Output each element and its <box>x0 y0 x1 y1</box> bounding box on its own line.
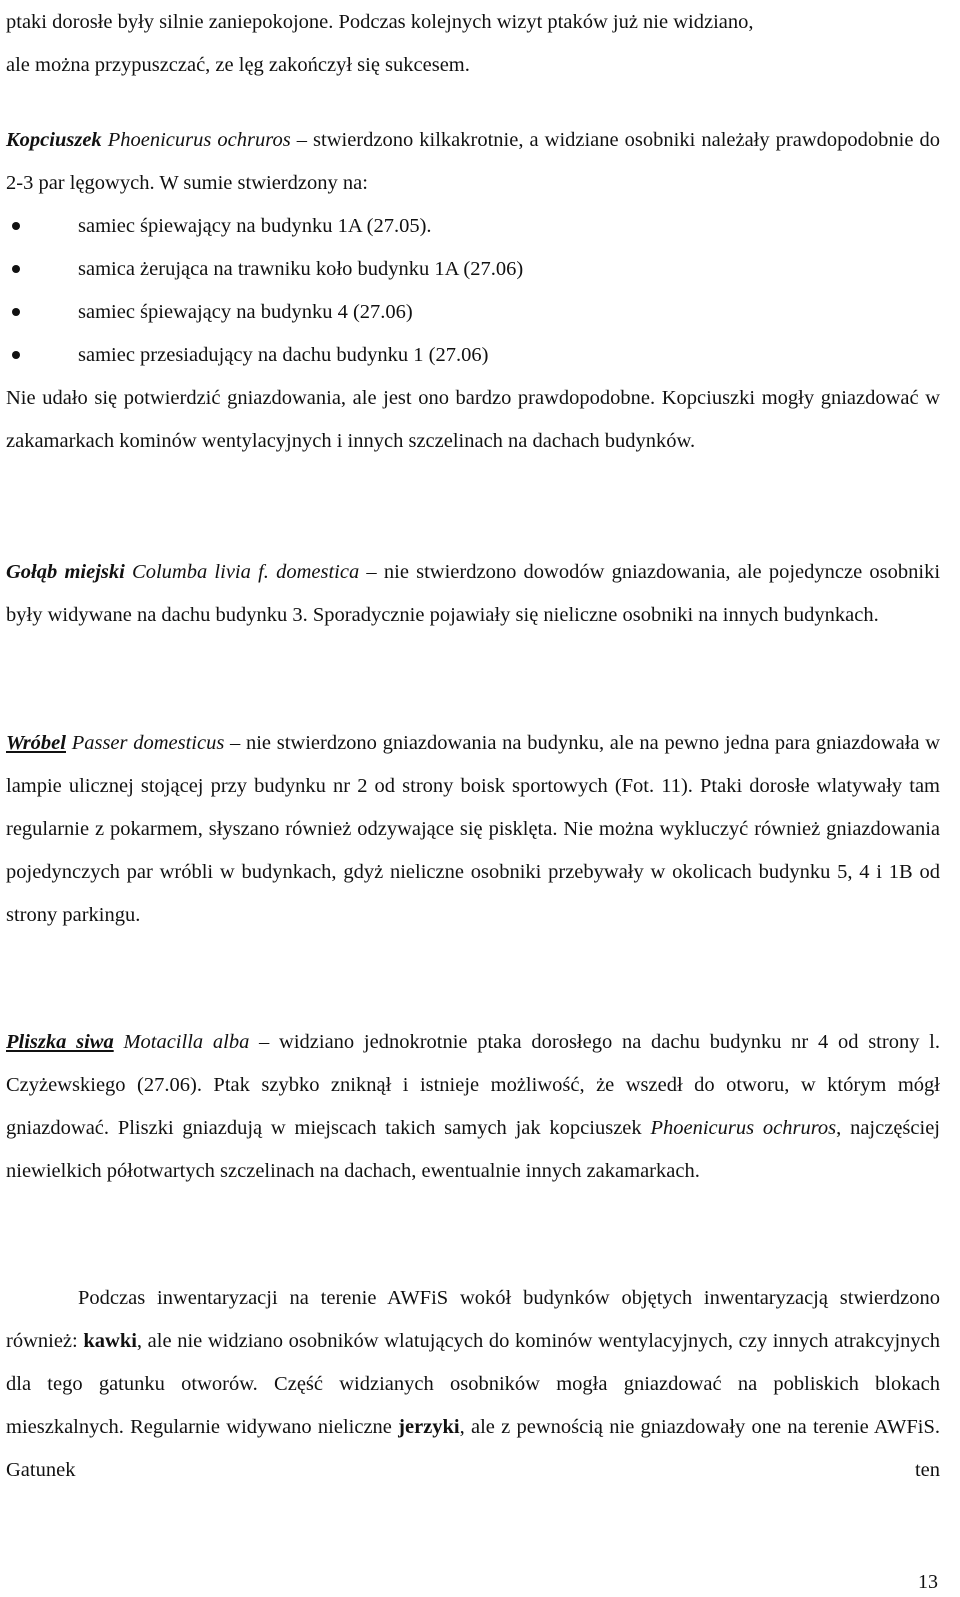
kopciuszek-paragraph <box>6 119 940 205</box>
species-latin-kopciuszek-ref: Phoenicurus ochruros <box>650 1117 837 1139</box>
bullet-icon <box>12 351 20 359</box>
species-latin-golab: Columba livia f. domestica <box>132 561 360 583</box>
bullet-icon <box>12 308 20 316</box>
species-latin-wrobel: Passer domesticus <box>71 732 225 754</box>
wrobel-paragraph <box>6 722 940 937</box>
kopciuszek-section <box>6 119 940 463</box>
final-text-1: Podczas inwentaryzacji na terenie AWFiS wokół budynków objętych inwentaryzacją stwierdzono również: <box>6 1287 940 1352</box>
species-name-kawki: kawki <box>83 1330 137 1352</box>
species-latin-kopciuszek: Phoenicurus ochruros <box>107 129 291 151</box>
species-name-pliszka: Pliszka siwa <box>6 1031 114 1053</box>
final-paragraph <box>6 1277 940 1492</box>
intro-paragraph <box>6 1 940 87</box>
list-item: samiec śpiewający na budynku 1A (27.05). <box>6 205 940 248</box>
kopciuszek-observation-list <box>6 205 940 377</box>
final-text-2: , ale nie widziano osobników wlatujących do kominów wentylacyjnych, czy innych atrakcyjnych dla tego gatunku otworów. Część widzianych osobników mogła gniazdować na pobliskich blokach mieszkalnych. Regularnie widywano nieliczne <box>6 1330 940 1438</box>
kopciuszek-text: – stwierdzono kilkakrotnie, a widziane osobniki należały prawdopodobnie do 2-3 par lęgowych. W sumie stwierdzony na: <box>6 129 940 194</box>
golab-paragraph <box>6 551 940 637</box>
bullet-icon <box>12 265 20 273</box>
species-name-golab: Gołąb miejski <box>6 561 125 583</box>
intro-line-1: ptaki dorosłe były silnie zaniepokojone. Podczas kolejnych wizyt ptaków już nie widziano, <box>6 11 754 33</box>
intro-line-2: ale można przypuszczać, ze lęg zakończył się sukcesem. <box>6 54 470 76</box>
species-latin-pliszka: Motacilla alba <box>123 1031 250 1053</box>
bullet-icon <box>12 222 20 230</box>
kopciuszek-conclusion: Nie udało się potwierdzić gniazdowania, ale jest ono bardzo prawdopodobne. Kopciuszki mogły gniazdować w zakamarkach kominów wentylacyjnych i innych szczelinach na dachach budynków. <box>6 387 940 452</box>
species-name-kopciuszek: Kopciuszek <box>6 129 102 151</box>
species-name-jerzyki: jerzyki <box>398 1416 460 1438</box>
pliszka-text-1: – widziano jednokrotnie ptaka dorosłego na dachu budynku nr 4 od strony l. Czyżewskiego (27.06). Ptak szybko zniknął i istnieje możliwość, że wszedł do otworu, w którym mógł gniazdować. Pliszki gniazdują w miejscach takich samych jak kopciuszek <box>6 1031 941 1139</box>
list-item: samiec przesiadujący na dachu budynku 1 (27.06) <box>6 334 940 377</box>
pliszka-text-2: , najczęściej niewielkich półotwartych szczelinach na dachach, ewentualnie innych zakamarkach. <box>6 1117 940 1182</box>
list-item: samica żerująca na trawniku koło budynku 1A (27.06) <box>6 248 940 291</box>
page-number: 13 <box>918 1571 938 1593</box>
wrobel-text: – nie stwierdzono gniazdowania na budynku, ale na pewno jedna para gniazdowała w lampie ulicznej stojącej przy budynku nr 2 od strony boisk sportowych (Fot. 11). Ptaki dorosłe wlatywały tam regularnie z pokarmem, słyszano również odzywające się pisklęta. Nie można wykluczyć również gniazdowania pojedynczych par wróbli w budynkach, gdyż nieliczne osobniki przebywały w okolicach budynku 5, 4 i 1B od strony parkingu. <box>6 732 940 926</box>
golab-text: – nie stwierdzono dowodów gniazdowania, ale pojedyncze osobniki były widywane na dachu budynku 3. Sporadycznie pojawiały się nieliczne osobniki na innych budynkach. <box>6 561 941 626</box>
pliszka-paragraph <box>6 1021 940 1193</box>
list-item: samiec śpiewający na budynku 4 (27.06) <box>6 291 940 334</box>
final-text-3: , ale z pewnością nie gniazdowały one na terenie AWFiS. Gatunek ten <box>6 1416 940 1481</box>
species-name-wrobel: Wróbel <box>6 732 66 754</box>
